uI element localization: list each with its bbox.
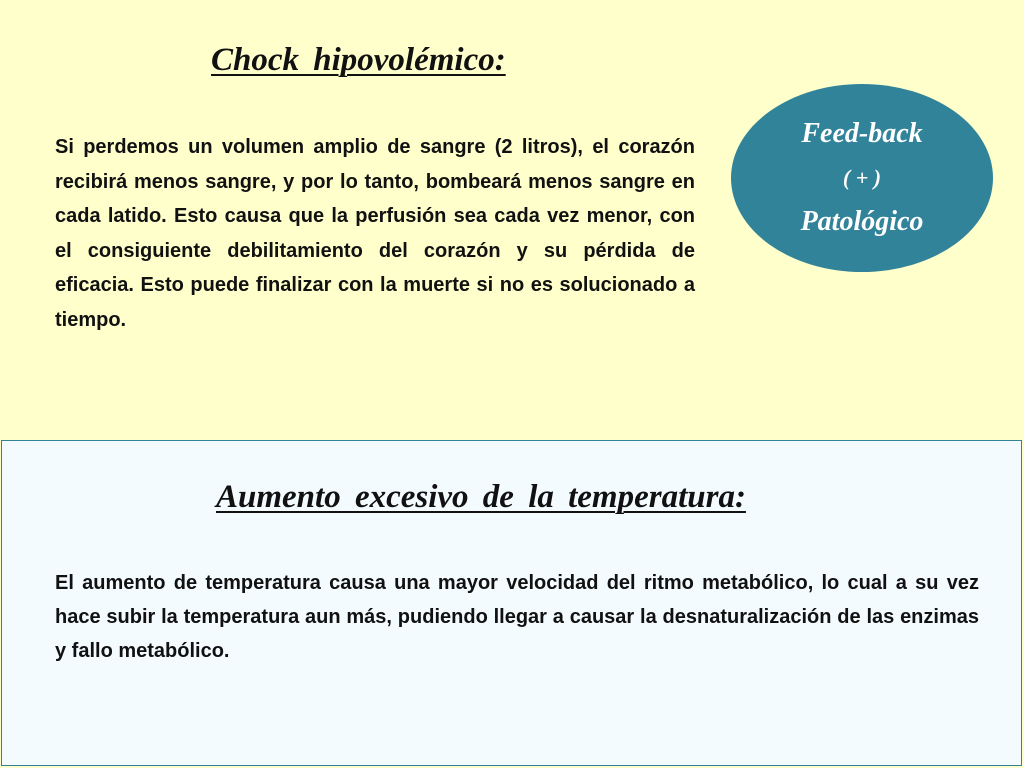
section-title-hypovolemic-shock: Chock hipovolémico:	[211, 42, 506, 78]
section-title-temperature: Aumento excesivo de la temperatura:	[216, 479, 746, 515]
section-paragraph-temperature: El aumento de temperatura causa una mayor velocidad del ritmo metabólico, lo cual a su vez hace subir la temperatura aun más, pudiendo llegar a causar la desnaturalización de las enzimas y fallo metabólico.	[55, 572, 979, 662]
feedback-positive-badge	[731, 84, 993, 272]
section-paragraph-hypovolemic-shock: Si perdemos un volumen amplio de sangre (2 litros), el corazón recibirá menos sangre, y por lo tanto, bombeará menos sangre en cada latido. Esto causa que la perfusión sea cada vez menor, con el consiguiente debilitamiento del corazón y su pérdida de eficacia. Esto puede finalizar con la muerte si no es solucionado a tiempo.	[55, 136, 695, 331]
badge-line-feedback: Feed-back	[801, 118, 923, 149]
badge-line-pathologic: Patológico	[800, 206, 924, 237]
badge-line-sign: ( + )	[842, 165, 882, 190]
